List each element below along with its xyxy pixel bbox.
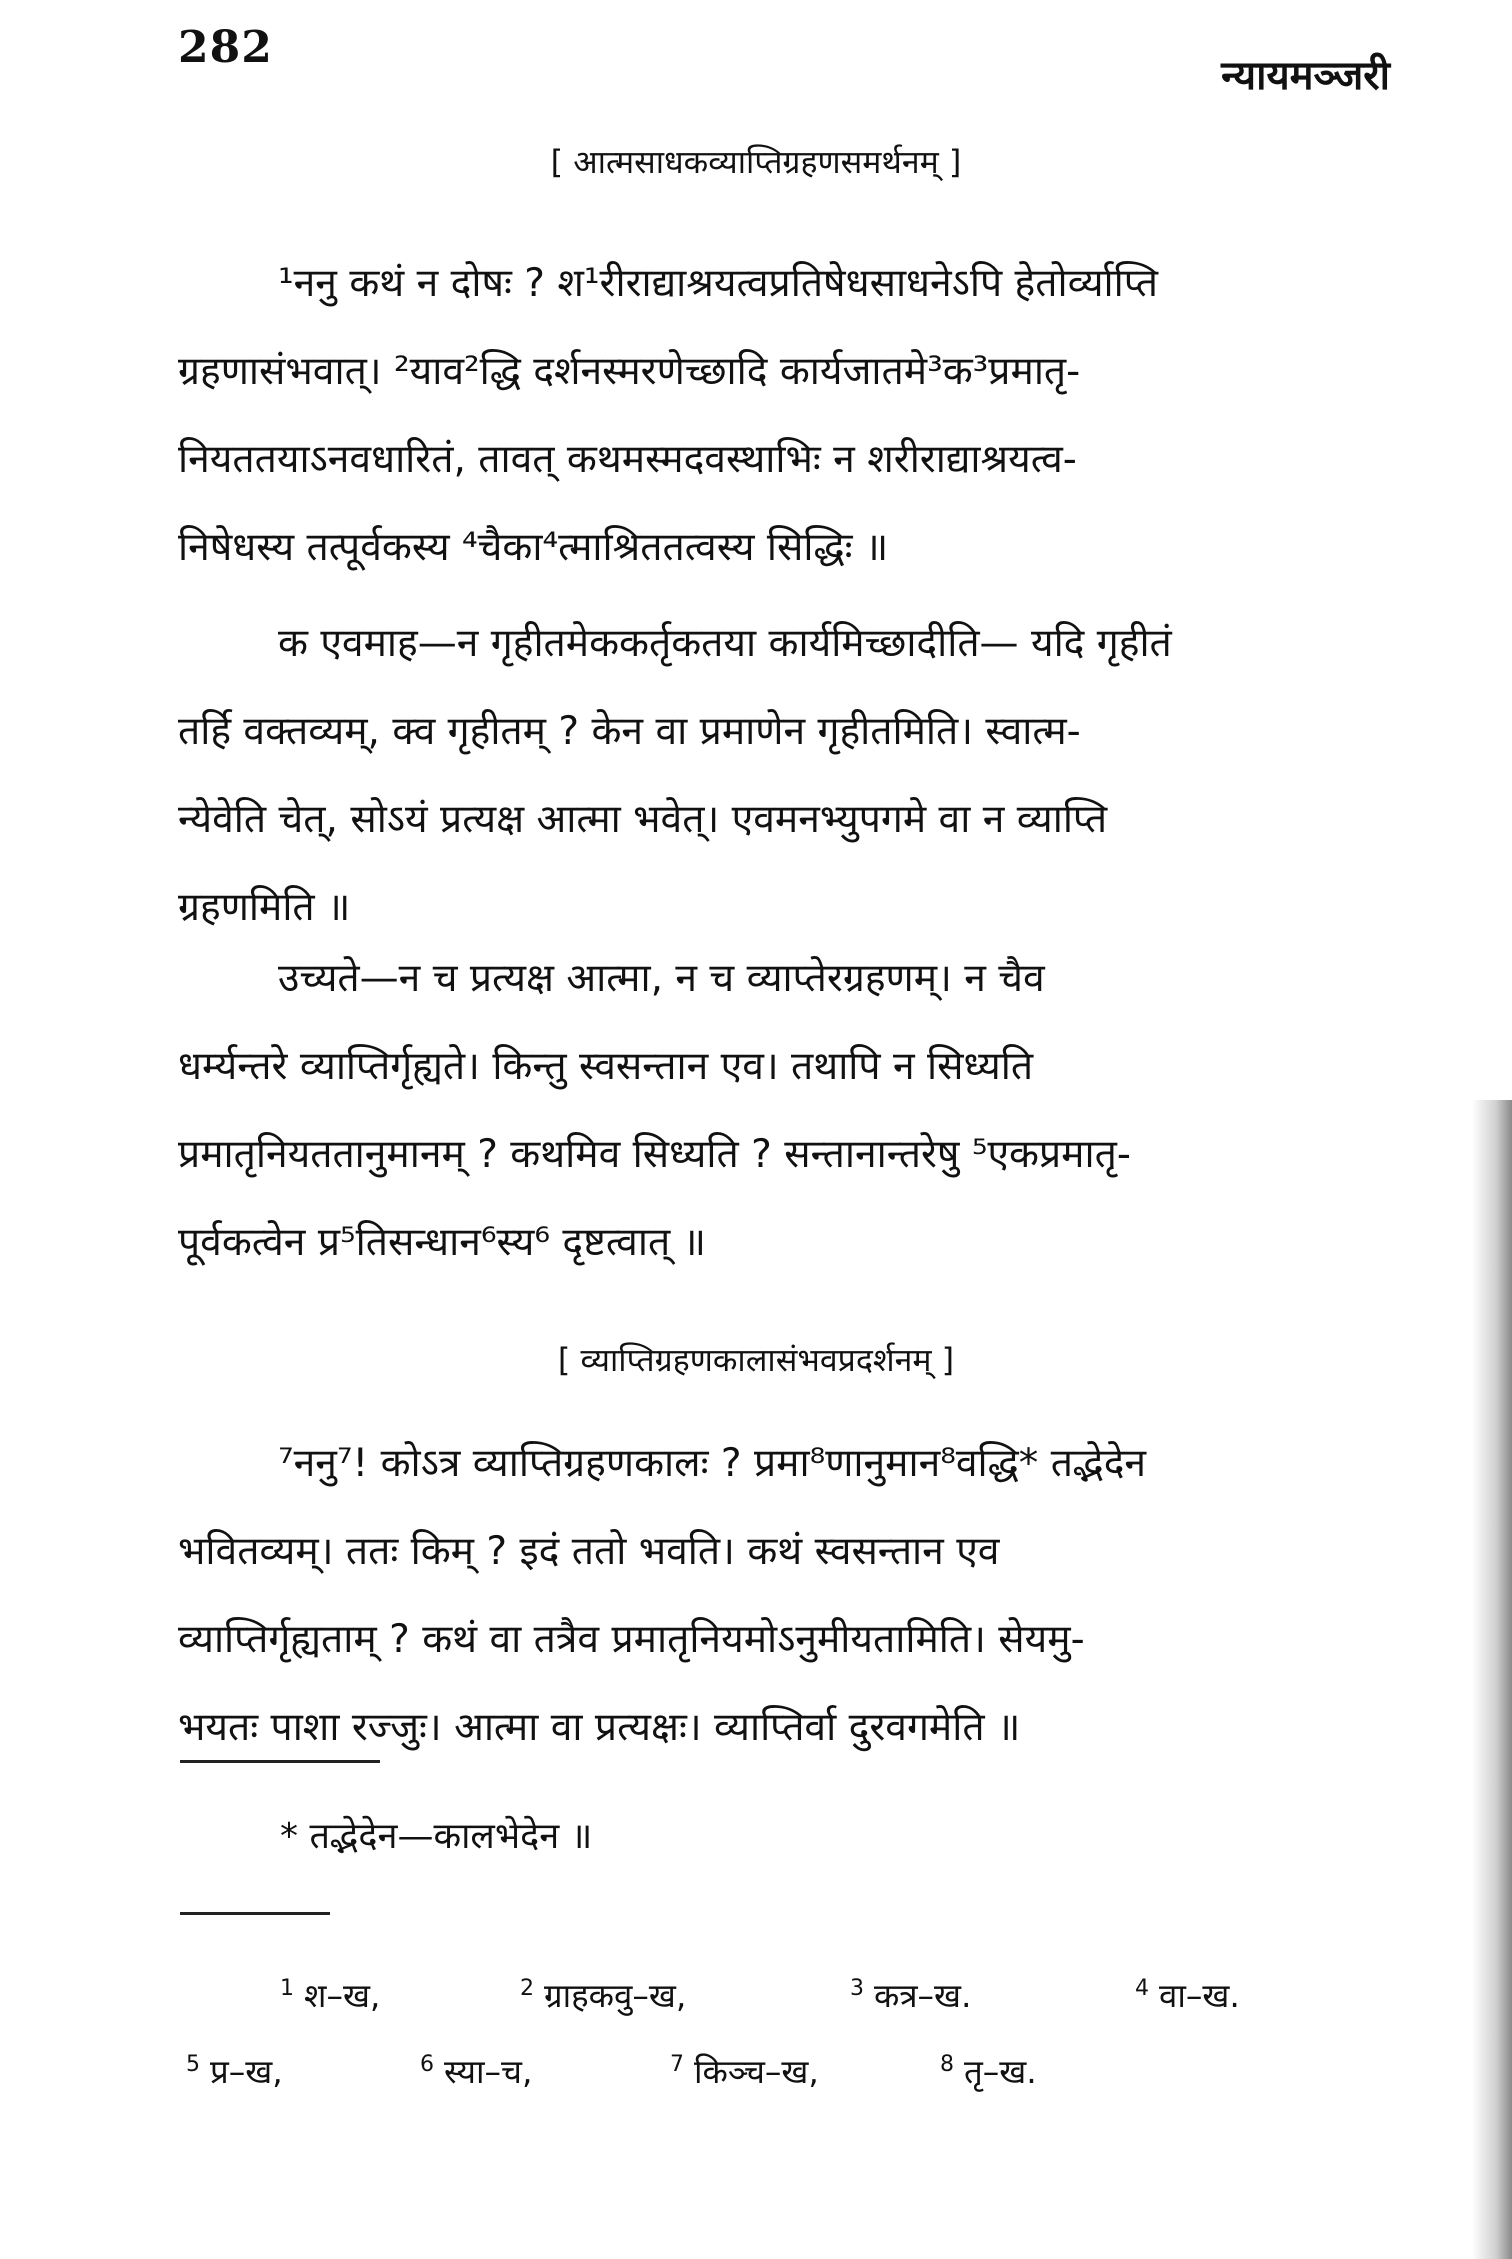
footnote-number: 4 — [1135, 1976, 1149, 2001]
footnote-text: वा–ख. — [1159, 1976, 1240, 2015]
footnote — [280, 1972, 380, 2017]
paragraph-line: उच्यते—न च प्रत्यक्ष आत्मा, न च व्याप्तेरग्रहणम्। न चैव — [278, 956, 1045, 1001]
star-note: * तद्भेदेन—कालभेदेन ॥ — [280, 1816, 593, 1857]
footnote-text: ग्राहकवु–ख, — [544, 1976, 687, 2015]
footnote-rule-1 — [180, 1760, 380, 1763]
footnote-number: 5 — [186, 2052, 200, 2077]
paragraph-2 — [178, 600, 1388, 952]
page-number: 282 — [178, 22, 273, 73]
section-heading-1: [ आत्मसाधकव्याप्तिग्रहणसमर्थनम् ] — [550, 143, 962, 181]
footnote-number: 3 — [850, 1976, 864, 2001]
footnote — [850, 1972, 972, 2017]
footnote — [1135, 1972, 1240, 2017]
paragraph-line: न्येवेति चेत्, सोऽयं प्रत्यक्ष आत्मा भवेत्। एवमनभ्युपगमे वा न व्याप्ति — [178, 797, 1108, 842]
footnote-number: 8 — [940, 2052, 954, 2077]
footnote-rule-2 — [180, 1912, 330, 1915]
paragraph-line: पूर्वकत्वेन प्र⁵तिसन्धान⁶स्य⁶ दृष्टत्वात् ॥ — [178, 1220, 706, 1265]
footnote-text: तृ–ख. — [964, 2052, 1037, 2091]
footnote-text: कत्र–ख. — [874, 1976, 972, 2015]
footnote-row-1 — [180, 1972, 1320, 2022]
footnote — [420, 2048, 532, 2093]
paragraph-4 — [178, 1420, 1388, 1772]
paragraph-line: ¹ननु कथं न दोषः ? श¹रीराद्याश्रयत्वप्रतिषेधसाधनेऽपि हेतोर्व्याप्ति — [278, 261, 1158, 306]
paragraph-3 — [178, 935, 1388, 1287]
paragraph-line: क एवमाह—न गृहीतमेककर्तृकतया कार्यमिच्छादीति— यदि गृहीतं — [278, 621, 1172, 666]
footnote-text: किञ्च–ख, — [694, 2052, 819, 2091]
paragraph-line: प्रमातृनियततानुमानम् ? कथमिव सिध्यति ? सन्तानान्तरेषु ⁵एकप्रमातृ- — [178, 1132, 1131, 1177]
paragraph-line: धर्म्यन्तरे व्याप्तिर्गृह्यते। किन्तु स्वसन्तान एव। तथापि न सिध्यति — [178, 1044, 1034, 1089]
footnote-number: 6 — [420, 2052, 434, 2077]
paragraph-line: भवितव्यम्। ततः किम् ? इदं ततो भवति। कथं स्वसन्तान एव — [178, 1529, 1000, 1574]
footnote-row-2 — [180, 2048, 1320, 2098]
footnote-number: 1 — [280, 1976, 294, 2001]
footnote-text: प्र–ख, — [210, 2052, 283, 2091]
running-title: न्यायमञ्जरी — [1221, 53, 1390, 99]
paragraph-line: निषेधस्य तत्पूर्वकस्य ⁴चैका⁴त्माश्रिततत्वस्य सिद्धिः ॥ — [178, 525, 889, 570]
footnote — [186, 2048, 283, 2093]
footnote — [670, 2048, 819, 2093]
paragraph-1 — [178, 240, 1388, 592]
footnote — [520, 1972, 686, 2017]
paragraph-line: ग्रहणासंभवात्। ²याव²द्धि दर्शनस्मरणेच्छादि कार्यजातमे³क³प्रमातृ- — [178, 349, 1081, 394]
paragraph-line: भयतः पाशा रज्जुः। आत्मा वा प्रत्यक्षः। व्याप्तिर्वा दुरवगमेति ॥ — [178, 1705, 1021, 1750]
paragraph-line: व्याप्तिर्गृह्यताम् ? कथं वा तत्रैव प्रमातृनियमोऽनुमीयतामिति। सेयमु- — [178, 1617, 1085, 1662]
paragraph-line: नियततयाऽनवधारितं, तावत् कथमस्मदवस्थाभिः न शरीराद्याश्रयत्व- — [178, 437, 1077, 482]
footnote-number: 7 — [670, 2052, 684, 2077]
paragraph-line: तर्हि वक्तव्यम्, क्व गृहीतम् ? केन वा प्रमाणेन गृहीतमिति। स्वात्म- — [178, 709, 1081, 754]
paragraph-line: ग्रहणमिति ॥ — [178, 885, 351, 930]
page-edge-shadow — [1472, 1100, 1512, 2259]
footnote-text: स्या–च, — [444, 2052, 533, 2091]
section-heading-2: [ व्याप्तिग्रहणकालासंभवप्रदर्शनम् ] — [557, 1341, 955, 1379]
footnote-text: श–ख, — [304, 1976, 381, 2015]
footnote — [940, 2048, 1037, 2093]
footnote-number: 2 — [520, 1976, 534, 2001]
paragraph-line: ⁷ननु⁷! कोऽत्र व्याप्तिग्रहणकालः ? प्रमा⁸णानुमान⁸वद्धि* तद्भेदेन — [278, 1441, 1147, 1486]
